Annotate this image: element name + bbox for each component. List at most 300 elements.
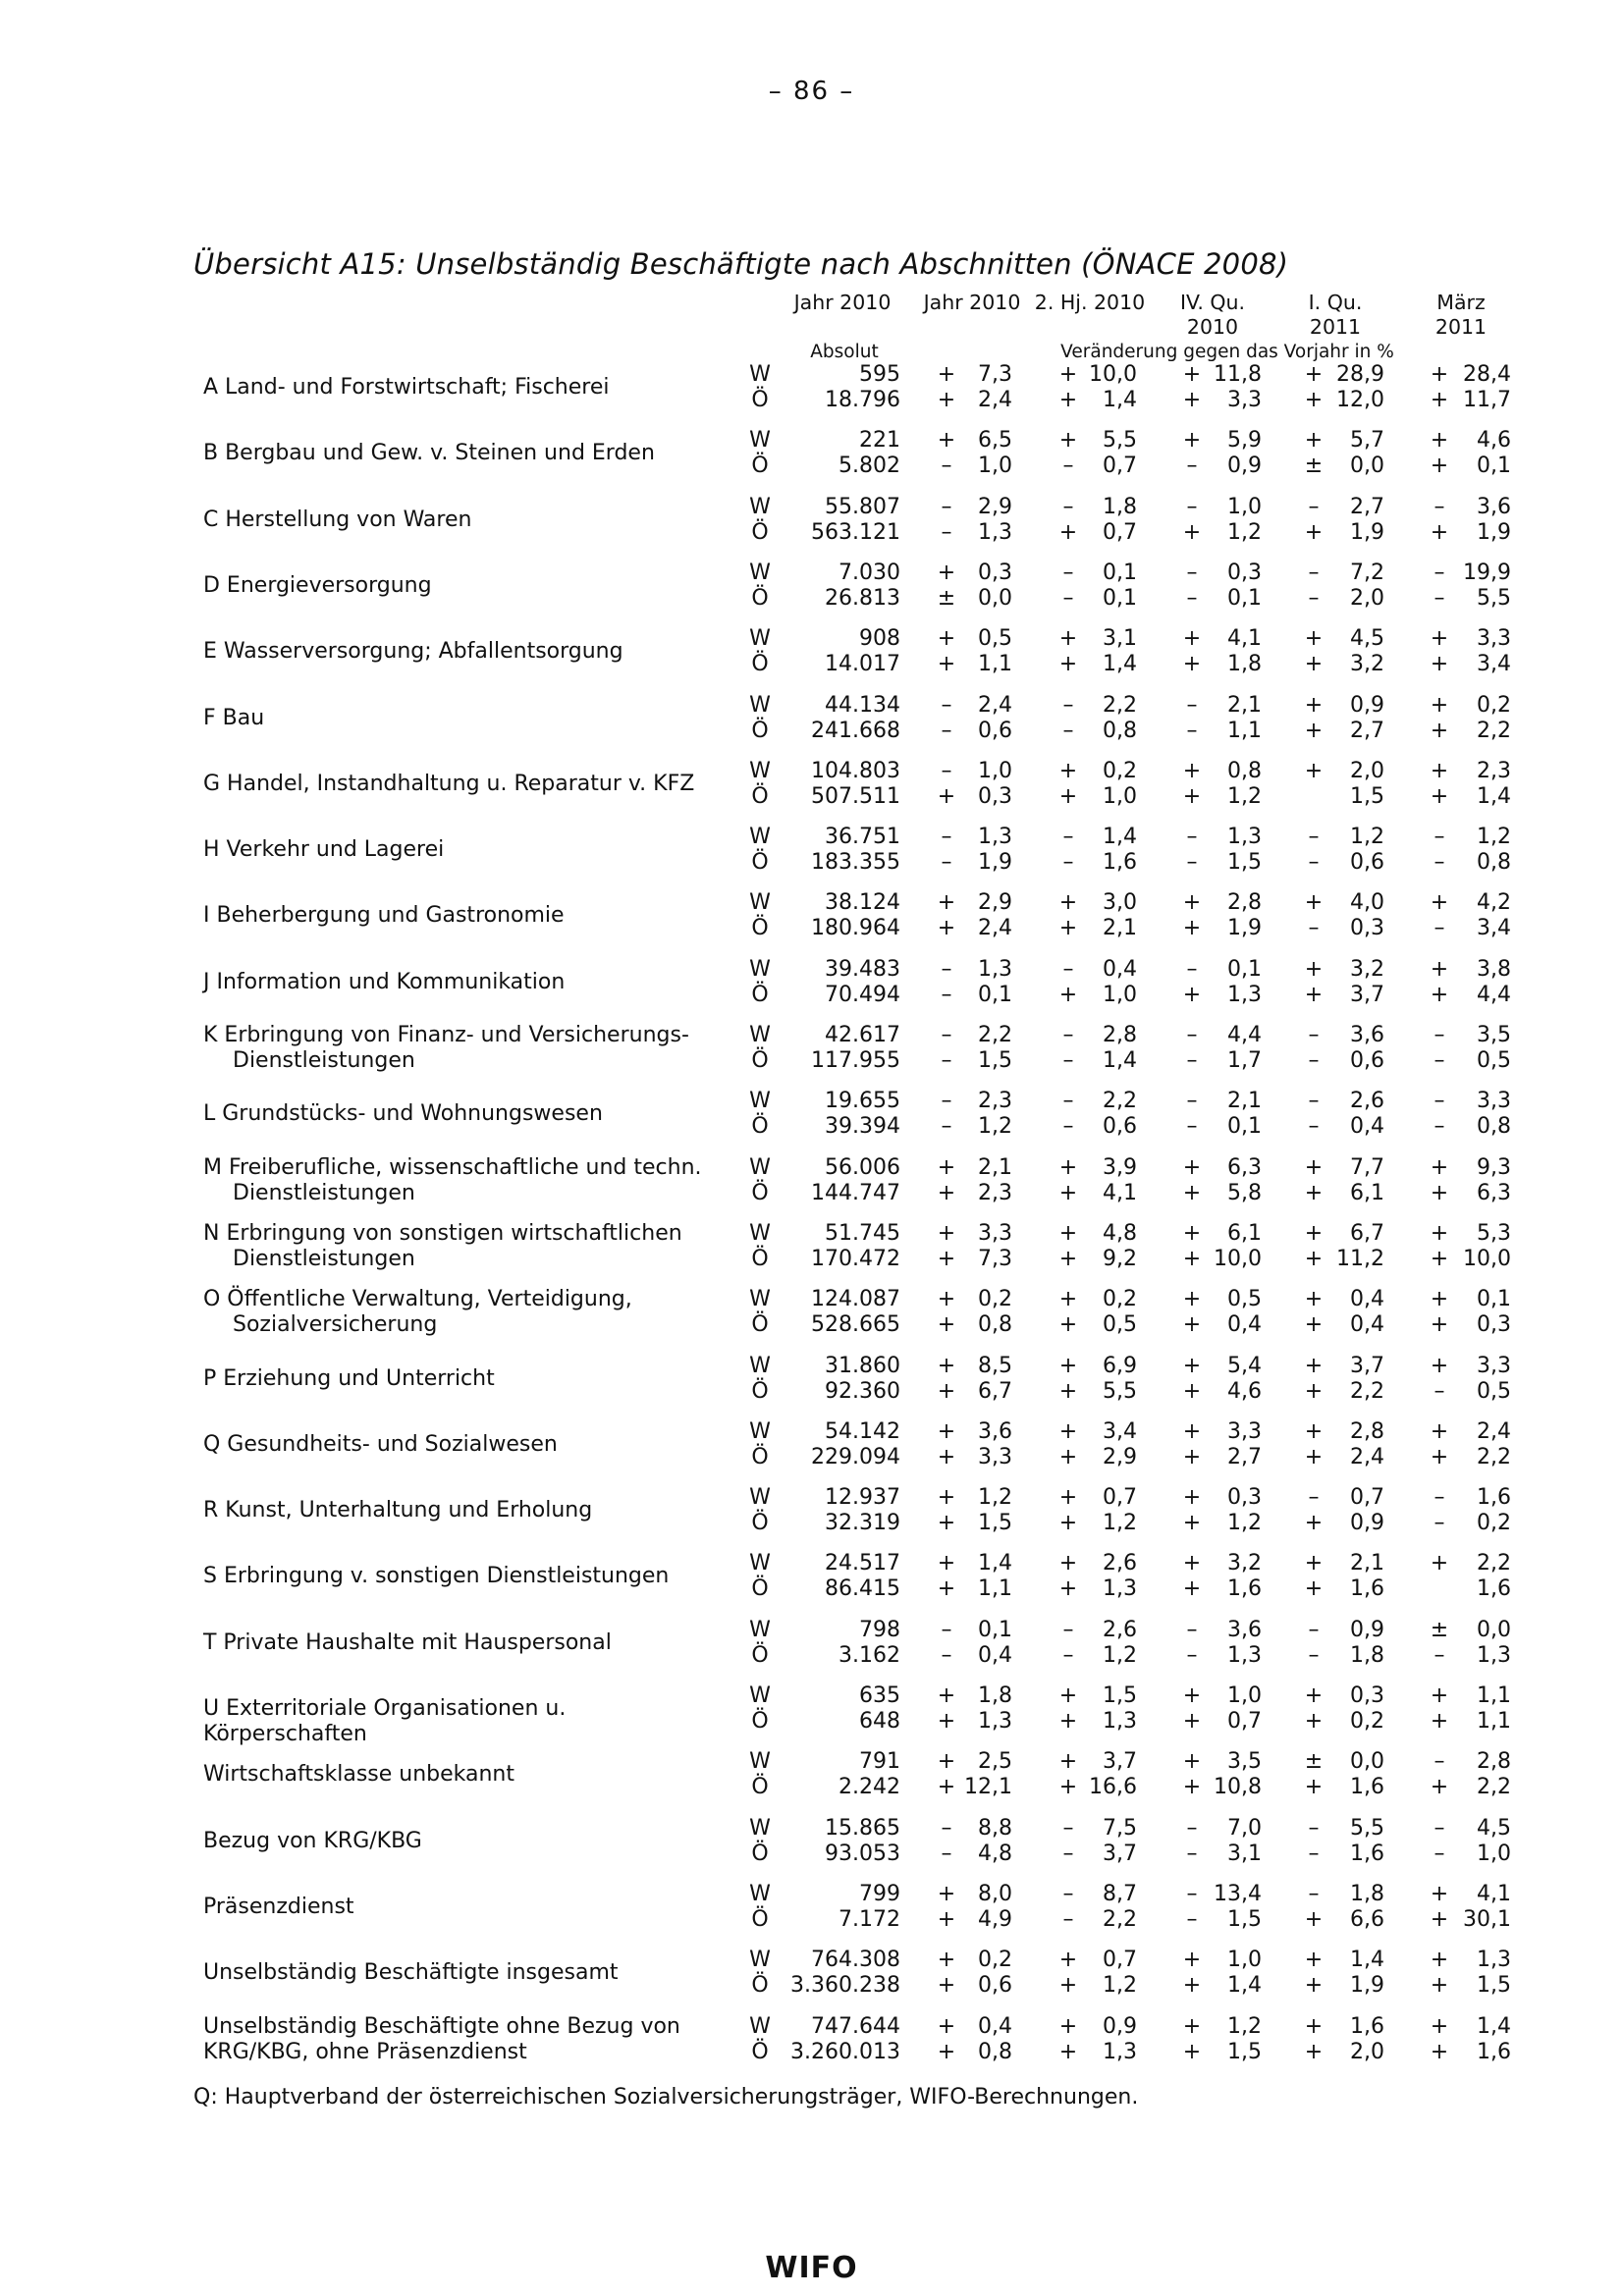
change-sign: +	[1058, 428, 1078, 454]
row-line-oesterreich	[0, 388, 1623, 413]
change-value	[936, 388, 1012, 413]
change-number: 1,6	[1350, 1841, 1384, 1866]
change-number: 2,4	[1477, 1418, 1511, 1444]
change-sign: +	[1430, 2013, 1449, 2039]
change-number: 1,6	[1350, 1775, 1384, 1800]
change-sign: +	[937, 1973, 956, 1999]
change-sign: +	[1430, 1180, 1449, 1205]
row-line-wien	[0, 1816, 1623, 1842]
region-marker: W	[749, 1089, 771, 1114]
change-number: 2,2	[1103, 1089, 1137, 1114]
table-row	[0, 1816, 1623, 1867]
change-sign: +	[1304, 1683, 1324, 1708]
change-sign: +	[1304, 1948, 1324, 1973]
unit-absolute: Absolut	[810, 342, 879, 362]
change-sign: +	[1304, 758, 1324, 783]
change-number: 0,0	[1350, 1749, 1384, 1775]
column-header	[1392, 291, 1530, 340]
change-number: 1,2	[1477, 825, 1511, 850]
change-number: 1,7	[1227, 1048, 1262, 1073]
row-label-text: K Erbringung von Finanz- und Versicherungs-	[203, 1023, 689, 1047]
row-line-oesterreich	[0, 1379, 1623, 1405]
change-number: 5,9	[1227, 428, 1262, 454]
change-value	[1057, 626, 1137, 652]
change-sign: +	[937, 1948, 956, 1973]
change-sign: –	[1308, 494, 1320, 519]
change-sign: +	[1304, 362, 1324, 387]
change-number: 9,3	[1477, 1154, 1511, 1180]
change-value	[1057, 1312, 1137, 1338]
change-value	[1429, 1618, 1511, 1643]
change-number: 1,4	[978, 1551, 1012, 1576]
absolute-value: 92.360	[825, 1378, 900, 1404]
change-number: 1,4	[1103, 1048, 1137, 1073]
change-value	[936, 1155, 1012, 1181]
change-value	[1057, 495, 1137, 520]
change-number: 2,1	[978, 1154, 1012, 1180]
change-value	[1181, 1511, 1262, 1536]
change-value	[1429, 759, 1511, 784]
change-sign: –	[1434, 825, 1445, 850]
row-line-wien	[0, 1485, 1623, 1511]
change-value	[1303, 1683, 1384, 1709]
change-number: 3,3	[1227, 388, 1262, 412]
absolute-value: 14.017	[825, 652, 900, 677]
row-line-wien	[0, 495, 1623, 520]
change-sign: –	[1062, 825, 1074, 850]
change-value	[1057, 1247, 1137, 1272]
change-number: 3,5	[1477, 1023, 1511, 1047]
row-label-text: Unselbständig Beschäftigte ohne Bezug von	[203, 2013, 680, 2039]
change-sign: +	[1058, 1353, 1078, 1378]
change-sign: +	[937, 1906, 956, 1932]
change-value	[936, 1023, 1012, 1048]
change-value	[1057, 1709, 1137, 1735]
change-value	[1303, 454, 1384, 479]
change-sign: +	[937, 428, 956, 454]
column-header-line: Jahr 2010	[923, 291, 1021, 314]
change-number: 3,4	[1477, 916, 1511, 941]
change-number: 19,9	[1463, 560, 1511, 585]
change-number: 0,1	[1477, 454, 1511, 479]
change-sign: +	[937, 1246, 956, 1271]
change-sign: –	[1434, 1114, 1445, 1140]
change-sign: –	[941, 692, 952, 718]
change-value	[1057, 1354, 1137, 1379]
change-sign: +	[1058, 1551, 1078, 1576]
change-number: 1,2	[978, 1114, 1012, 1140]
change-sign: +	[1058, 1948, 1078, 1973]
region-marker: Ö	[751, 454, 769, 479]
table-row	[0, 825, 1623, 876]
change-value	[1429, 1445, 1511, 1470]
row-line-oesterreich	[0, 983, 1623, 1008]
change-number: 1,0	[1227, 1683, 1262, 1708]
change-number: 10,8	[1214, 1775, 1262, 1800]
change-value	[1057, 1379, 1137, 1405]
table-row	[0, 428, 1623, 479]
change-sign: +	[1304, 626, 1324, 652]
region-marker: W	[749, 1418, 771, 1444]
change-number: 2,9	[978, 890, 1012, 916]
change-sign: +	[937, 1749, 956, 1775]
change-value	[1181, 1048, 1262, 1074]
change-value	[1429, 916, 1511, 941]
change-value	[1429, 850, 1511, 876]
change-number: 0,4	[1227, 1312, 1262, 1338]
change-number: 0,2	[1477, 692, 1511, 718]
change-value	[1429, 1485, 1511, 1511]
change-sign: –	[1434, 585, 1445, 611]
change-value	[1429, 825, 1511, 850]
change-number: 6,7	[1350, 1220, 1384, 1246]
change-value	[1429, 1749, 1511, 1775]
change-number: 0,9	[1103, 2013, 1137, 2039]
change-sign: –	[1186, 1906, 1198, 1932]
table-row	[0, 693, 1623, 744]
change-number: 0,1	[1477, 1287, 1511, 1312]
row-line-oesterreich	[0, 652, 1623, 677]
column-header	[903, 291, 1041, 315]
change-sign: +	[1430, 783, 1449, 809]
change-sign: +	[937, 1353, 956, 1378]
change-value	[1181, 586, 1262, 612]
change-sign: ±	[1304, 454, 1324, 479]
change-sign: +	[1430, 692, 1449, 718]
change-value	[1181, 1709, 1262, 1735]
absolute-value: 24.517	[825, 1551, 900, 1576]
change-value	[1057, 983, 1137, 1008]
change-sign: +	[1058, 1180, 1078, 1205]
change-number: 7,7	[1350, 1154, 1384, 1180]
table-row	[0, 495, 1623, 546]
row-label-text: P Erziehung und Unterricht	[203, 1365, 495, 1391]
region-marker: W	[749, 956, 771, 982]
absolute-value: 507.511	[811, 783, 900, 809]
change-value	[1429, 1816, 1511, 1842]
region-marker: Ö	[751, 1973, 769, 1999]
change-number: 2,1	[1227, 692, 1262, 718]
row-label-text: J Information und Kommunikation	[203, 969, 566, 994]
change-number: 1,4	[1350, 1948, 1384, 1973]
change-value	[1303, 1354, 1384, 1379]
change-sign: +	[1304, 1511, 1324, 1536]
change-number: 3,3	[1477, 1353, 1511, 1378]
change-sign: +	[1430, 362, 1449, 387]
change-number: 9,2	[1103, 1246, 1137, 1271]
change-sign: –	[1186, 494, 1198, 519]
region-marker: W	[749, 825, 771, 850]
change-value	[1181, 1683, 1262, 1709]
absolute-value: 51.745	[825, 1220, 900, 1246]
change-sign: +	[1304, 890, 1324, 916]
change-value	[936, 1816, 1012, 1842]
change-value	[936, 983, 1012, 1008]
absolute-value: 2.242	[839, 1775, 900, 1800]
change-value	[1429, 1089, 1511, 1114]
column-header-line: 2011	[1309, 315, 1362, 339]
row-label-text: N Erbringung von sonstigen wirtschaftlichen	[203, 1220, 682, 1246]
change-sign: +	[1058, 1418, 1078, 1444]
change-sign: –	[1434, 1378, 1445, 1404]
change-number: 1,2	[1227, 783, 1262, 809]
change-value	[1303, 916, 1384, 941]
change-sign: +	[1182, 1948, 1202, 1973]
change-value	[1429, 1155, 1511, 1181]
change-value	[1303, 1089, 1384, 1114]
change-sign: –	[1434, 560, 1445, 585]
change-number: 3,4	[1103, 1418, 1137, 1444]
change-sign: +	[1182, 783, 1202, 809]
change-sign: +	[937, 916, 956, 941]
change-value	[1303, 652, 1384, 677]
change-value	[1181, 2014, 1262, 2040]
change-value	[1181, 1023, 1262, 1048]
absolute-value: 19.655	[825, 1089, 900, 1114]
change-value	[936, 652, 1012, 677]
change-number: 2,2	[978, 1023, 1012, 1047]
row-line-oesterreich	[0, 1709, 1623, 1735]
change-value	[1057, 759, 1137, 784]
change-sign: +	[1430, 1551, 1449, 1576]
change-sign: +	[1058, 890, 1078, 916]
change-number: 0,7	[1103, 519, 1137, 545]
change-value	[1057, 520, 1137, 546]
change-sign: –	[1186, 1841, 1198, 1866]
table-row	[0, 1155, 1623, 1206]
change-sign: –	[941, 1642, 952, 1668]
row-line-wien	[0, 1551, 1623, 1576]
absolute-value: 38.124	[825, 890, 900, 916]
table-row	[0, 1618, 1623, 1669]
change-value	[1429, 1312, 1511, 1338]
region-marker: W	[749, 758, 771, 783]
change-number: 1,2	[1103, 1642, 1137, 1668]
change-value	[1057, 1089, 1137, 1114]
change-number: 0,2	[1477, 1511, 1511, 1536]
change-sign: +	[937, 626, 956, 652]
change-sign: +	[1182, 1444, 1202, 1469]
change-value	[1057, 719, 1137, 744]
change-number: 4,8	[1103, 1220, 1137, 1246]
change-number: 0,3	[1350, 916, 1384, 941]
change-value	[1429, 1379, 1511, 1405]
change-value	[1303, 1618, 1384, 1643]
region-marker: W	[749, 1749, 771, 1775]
change-sign: +	[1430, 626, 1449, 652]
absolute-value: 39.394	[825, 1114, 900, 1140]
change-sign: +	[1058, 1511, 1078, 1536]
change-number: 0,0	[978, 585, 1012, 611]
change-number: 3,6	[978, 1418, 1012, 1444]
table-row	[0, 362, 1623, 413]
change-value	[1181, 1618, 1262, 1643]
change-number: 1,1	[1477, 1683, 1511, 1708]
change-sign: –	[1186, 956, 1198, 982]
row-label-text: Dienstleistungen	[233, 1180, 415, 1205]
change-value	[1303, 495, 1384, 520]
change-value	[1057, 586, 1137, 612]
change-sign: +	[1304, 388, 1324, 412]
change-number: 0,2	[978, 1948, 1012, 1973]
change-value	[1303, 1379, 1384, 1405]
change-sign: –	[1062, 454, 1074, 479]
region-marker: Ö	[751, 1511, 769, 1536]
change-number: 1,5	[978, 1511, 1012, 1536]
change-sign: +	[1182, 1973, 1202, 1999]
change-sign: +	[937, 1511, 956, 1536]
change-number: 1,6	[1350, 1576, 1384, 1602]
absolute-value: 791	[859, 1749, 900, 1775]
change-sign: –	[1062, 1023, 1074, 1047]
column-header-line: Jahr 2010	[793, 291, 892, 314]
change-number: 3,2	[1227, 1551, 1262, 1576]
change-value	[936, 1882, 1012, 1907]
row-line-wien	[0, 759, 1623, 784]
change-number: 2,3	[978, 1180, 1012, 1205]
row-line-wien	[0, 1683, 1623, 1709]
change-number: 3,6	[1477, 494, 1511, 519]
change-sign: +	[937, 1378, 956, 1404]
row-line-oesterreich	[0, 1576, 1623, 1602]
table-row	[0, 1023, 1623, 1074]
change-value	[1303, 586, 1384, 612]
change-sign: +	[937, 1220, 956, 1246]
change-sign: –	[1308, 1642, 1320, 1668]
change-number: 2,1	[1350, 1551, 1384, 1576]
change-sign: +	[1304, 956, 1324, 982]
column-header-line: IV. Qu.	[1179, 291, 1246, 314]
change-sign: +	[1430, 758, 1449, 783]
change-number: 1,8	[978, 1683, 1012, 1708]
change-number: 5,7	[1350, 428, 1384, 454]
absolute-value: 747.644	[811, 2013, 900, 2039]
change-sign: –	[1062, 560, 1074, 585]
change-sign: –	[941, 718, 952, 743]
change-number: 1,3	[1477, 1642, 1511, 1668]
change-sign: +	[1058, 626, 1078, 652]
change-number: 1,0	[1227, 1948, 1262, 1973]
change-sign: +	[1058, 362, 1078, 387]
change-sign: +	[1430, 1220, 1449, 1246]
absolute-value: 54.142	[825, 1418, 900, 1444]
change-number: 0,7	[1103, 1948, 1137, 1973]
absolute-value: 32.319	[825, 1511, 900, 1536]
change-sign: –	[941, 1815, 952, 1841]
change-value	[936, 1247, 1012, 1272]
change-number: 1,3	[978, 956, 1012, 982]
change-sign: +	[1182, 1220, 1202, 1246]
change-number: 1,3	[1477, 1948, 1511, 1973]
change-value	[1057, 1643, 1137, 1669]
change-number: 4,1	[1103, 1180, 1137, 1205]
row-label-text: Unselbständig Beschäftigte insgesamt	[203, 1960, 619, 1986]
change-sign: –	[941, 494, 952, 519]
change-value	[1181, 1948, 1262, 1973]
change-number: 2,3	[978, 1089, 1012, 1114]
change-sign: –	[1434, 1023, 1445, 1047]
change-sign: –	[1062, 718, 1074, 743]
change-number: 1,3	[1103, 1576, 1137, 1602]
change-sign: +	[1430, 982, 1449, 1007]
change-sign: ±	[1304, 1749, 1324, 1775]
change-value	[1429, 1354, 1511, 1379]
unit-change: Veränderung gegen das Vorjahr in %	[1060, 342, 1394, 362]
change-sign: +	[1304, 519, 1324, 545]
change-number: 2,4	[978, 692, 1012, 718]
absolute-value: 908	[859, 626, 900, 652]
change-value	[936, 1221, 1012, 1247]
change-value	[1303, 719, 1384, 744]
change-number: 0,1	[1227, 956, 1262, 982]
change-sign: +	[1058, 1154, 1078, 1180]
change-number: 2,5	[978, 1749, 1012, 1775]
change-number: 2,1	[1227, 1089, 1262, 1114]
change-sign: –	[1308, 1114, 1320, 1140]
change-sign: –	[1186, 560, 1198, 585]
change-sign: –	[1062, 1642, 1074, 1668]
change-sign: –	[1308, 1048, 1320, 1073]
change-number: 0,5	[978, 626, 1012, 652]
change-sign: –	[1434, 1815, 1445, 1841]
change-number: 1,6	[1227, 1576, 1262, 1602]
change-value	[1057, 1749, 1137, 1775]
change-value	[936, 428, 1012, 454]
absolute-value: 70.494	[825, 982, 900, 1007]
change-number: 4,5	[1350, 626, 1384, 652]
change-value	[1181, 1485, 1262, 1511]
change-value	[1181, 1181, 1262, 1206]
change-number: 0,2	[1350, 1709, 1384, 1734]
change-number: 3,5	[1227, 1749, 1262, 1775]
change-number: 4,0	[1350, 890, 1384, 916]
change-value	[1181, 1643, 1262, 1669]
region-marker: W	[749, 428, 771, 454]
change-number: 2,2	[1477, 1444, 1511, 1469]
change-value	[1303, 1948, 1384, 1973]
region-marker: W	[749, 1220, 771, 1246]
change-value	[1057, 1907, 1137, 1933]
change-sign: –	[1308, 850, 1320, 876]
change-value	[936, 719, 1012, 744]
change-number: 0,5	[1477, 1048, 1511, 1073]
change-number: 4,2	[1477, 890, 1511, 916]
change-value	[1429, 454, 1511, 479]
change-value	[1181, 1907, 1262, 1933]
change-number: 7,5	[1103, 1815, 1137, 1841]
column-header-line: 2011	[1434, 315, 1488, 339]
change-value	[1429, 1842, 1511, 1867]
change-sign: +	[1058, 1709, 1078, 1734]
change-sign: +	[937, 1576, 956, 1602]
change-value	[1429, 1683, 1511, 1709]
change-sign: –	[1434, 1642, 1445, 1668]
region-marker: W	[749, 1683, 771, 1708]
change-sign: +	[1430, 1353, 1449, 1378]
change-value	[1057, 1882, 1137, 1907]
change-number: 1,5	[1477, 1973, 1511, 1999]
change-value	[1429, 719, 1511, 744]
absolute-value: 117.955	[811, 1048, 900, 1073]
change-number: 3,1	[1227, 1841, 1262, 1866]
change-number: 0,1	[1227, 585, 1262, 611]
change-number: 13,4	[1214, 1881, 1262, 1906]
change-number: 1,5	[1227, 850, 1262, 876]
row-line-wien	[0, 428, 1623, 454]
change-value	[1057, 784, 1137, 810]
change-number: 0,5	[1227, 1287, 1262, 1312]
change-value	[1303, 1247, 1384, 1272]
